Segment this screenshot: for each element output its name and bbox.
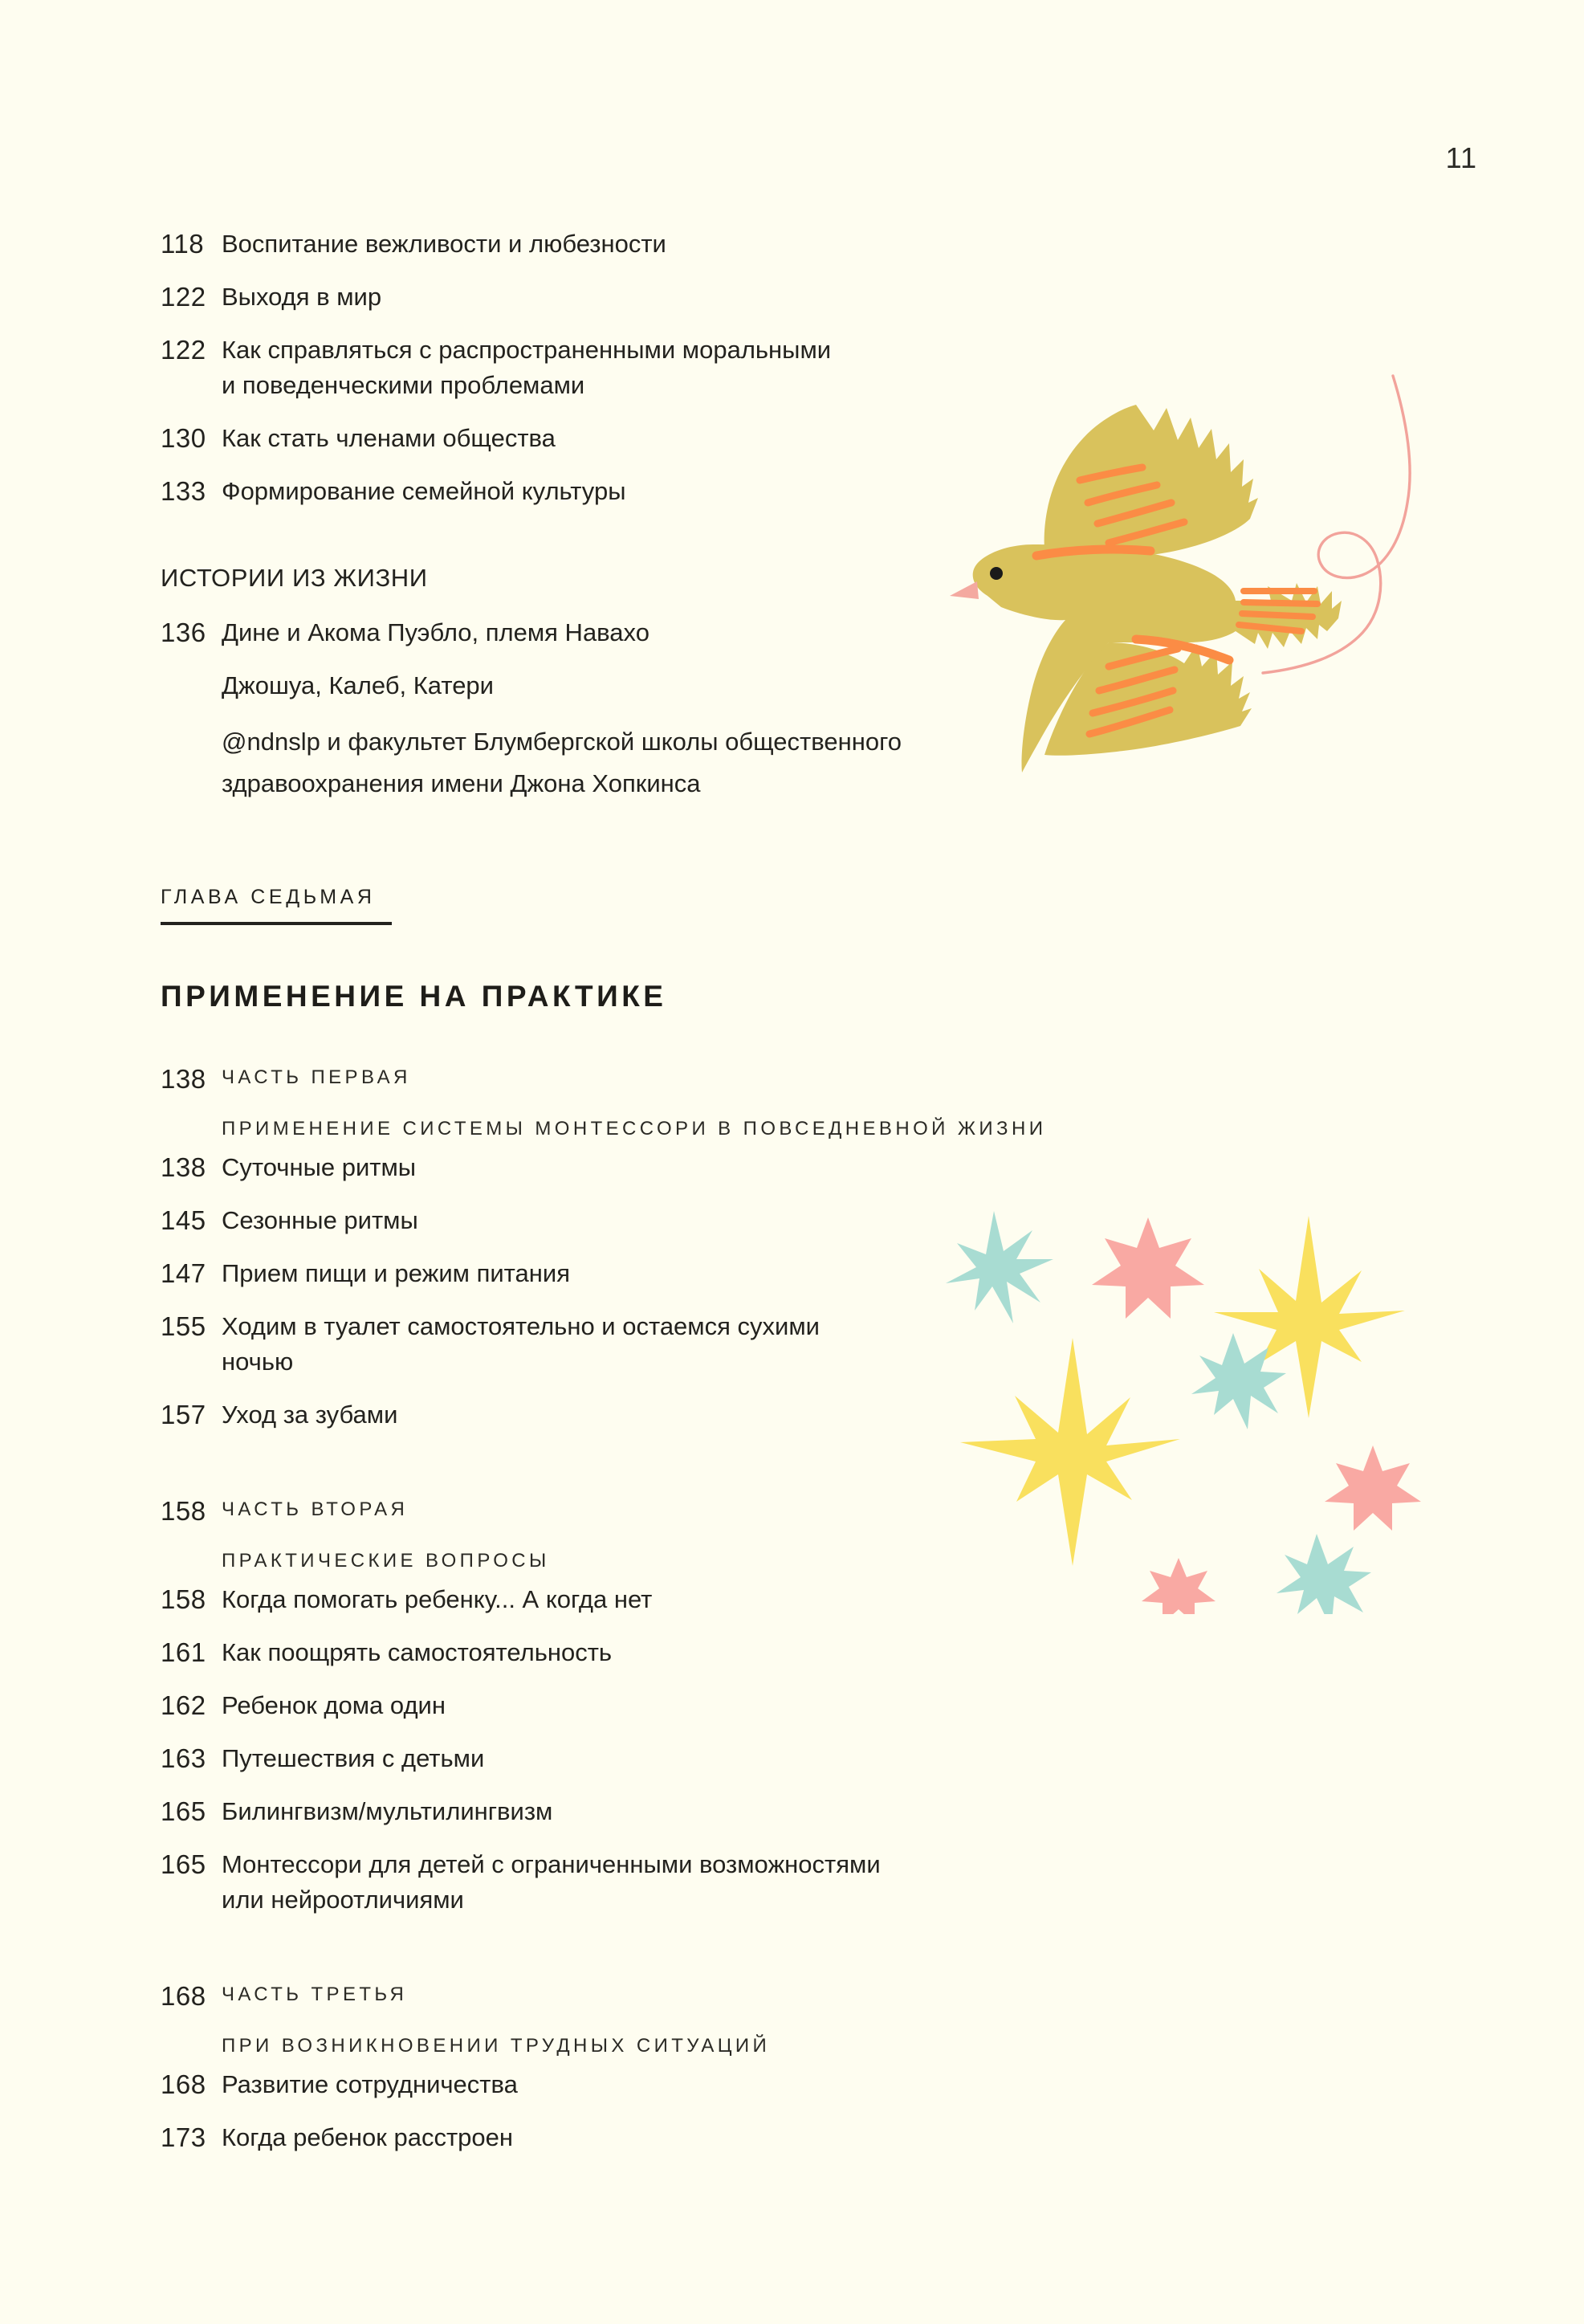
toc-entry-title: Билингвизм/мультилингвизм xyxy=(222,1797,553,1825)
toc-entry-title: Развитие сотрудничества xyxy=(222,2070,518,2098)
part-page-number: 168 xyxy=(161,1981,206,2011)
part-label: ЧАСТЬ ТРЕТЬЯ xyxy=(222,1984,408,2005)
toc-entry[interactable] xyxy=(161,1688,1164,1723)
toc-entry-title: Прием пищи и режим питания xyxy=(222,1259,570,1287)
stories-section-heading: ИСТОРИИ ИЗ ЖИЗНИ xyxy=(161,564,428,592)
toc-entry[interactable] xyxy=(161,279,1044,315)
star-pink-icon xyxy=(1325,1445,1421,1531)
toc-entry-title-line2: или нейроотличиями xyxy=(222,1886,464,1914)
toc-entry[interactable] xyxy=(161,1847,1164,1918)
toc-entry[interactable] xyxy=(161,1150,1164,1185)
star-yellow-large-icon xyxy=(1214,1216,1405,1418)
toc-entry-title-line2: ночью xyxy=(222,1348,294,1376)
toc-entry[interactable] xyxy=(161,2067,1164,2102)
toc-entry-title: Дине и Акома Пуэбло, племя Навахо xyxy=(222,618,649,646)
toc-entry-title: Как стать членами общества xyxy=(222,424,556,452)
toc-page-number: 155 xyxy=(161,1311,206,1341)
toc-page-number: 136 xyxy=(161,618,206,647)
toc-page-number: 147 xyxy=(161,1258,206,1288)
toc-entry-title xyxy=(222,1309,820,1380)
toc-entry[interactable] xyxy=(161,332,1044,403)
toc-entry[interactable] xyxy=(161,474,1044,509)
toc-section-chapter-seven xyxy=(161,1062,1164,2173)
toc-entry-title-line2: и поведенческими проблемами xyxy=(222,371,585,399)
pink-swirl-flourish xyxy=(1263,376,1410,673)
toc-page-number: 133 xyxy=(161,476,206,506)
toc-entry[interactable] xyxy=(161,1309,1164,1380)
toc-page-number: 138 xyxy=(161,1152,206,1182)
part-header xyxy=(161,1062,1164,1097)
toc-entry-title: Ребенок дома один xyxy=(222,1691,446,1719)
chapter-heading-block xyxy=(161,883,1124,1015)
part-header xyxy=(161,1979,1164,2014)
toc-page-number: 122 xyxy=(161,282,206,312)
toc-entry[interactable] xyxy=(161,1741,1164,1776)
toc-section-part-one xyxy=(161,226,1044,808)
part-page-number: 158 xyxy=(161,1496,206,1526)
toc-page-number: 161 xyxy=(161,1637,206,1667)
toc-entry-title xyxy=(222,332,831,403)
page-number: 11 xyxy=(1445,141,1477,174)
part-subtitle: ПРИ ВОЗНИКНОВЕНИИ ТРУДНЫХ СИТУАЦИЙ xyxy=(222,2035,771,2057)
star-teal-icon xyxy=(1191,1333,1286,1429)
toc-entry-title: Формирование семейной культуры xyxy=(222,477,626,505)
toc-entry[interactable] xyxy=(161,421,1044,456)
toc-page-number: 168 xyxy=(161,2069,206,2099)
star-teal-icon xyxy=(1277,1534,1371,1614)
toc-page-number: 163 xyxy=(161,1743,206,1773)
toc-entry[interactable] xyxy=(161,1256,1164,1291)
chapter-title: ПРИМЕНЕНИЕ НА ПРАКТИКЕ xyxy=(161,980,667,1013)
stories-subentry-line: Джошуа, Калеб, Катери xyxy=(222,671,494,699)
toc-entry[interactable] xyxy=(161,1203,1164,1238)
toc-entry[interactable] xyxy=(161,1582,1164,1617)
part-label: ЧАСТЬ ПЕРВАЯ xyxy=(222,1066,411,1088)
toc-entry-title: Когда ребенок расстроен xyxy=(222,2123,513,2151)
toc-page-number: 173 xyxy=(161,2122,206,2152)
toc-entry[interactable] xyxy=(161,226,1044,262)
part-subtitle: ПРИМЕНЕНИЕ СИСТЕМЫ МОНТЕССОРИ В ПОВСЕДНЕВНОЙ ЖИЗНИ xyxy=(222,1118,1047,1140)
part-header xyxy=(161,1494,1164,1529)
toc-entry[interactable] xyxy=(161,1635,1164,1670)
toc-entry-title: Когда помогать ребенку... А когда нет xyxy=(222,1585,653,1613)
toc-entry[interactable] xyxy=(161,1397,1164,1433)
toc-entry[interactable] xyxy=(161,615,1044,650)
chapter-rule-divider xyxy=(161,922,392,925)
toc-page-number: 162 xyxy=(161,1690,206,1720)
toc-page-number: 118 xyxy=(161,229,205,259)
toc-entry-title-line1: Как справляться с распространенными моральными xyxy=(222,336,832,364)
toc-entry-title: Воспитание вежливости и любезности xyxy=(222,230,666,258)
toc-entry-title xyxy=(222,1847,881,1918)
toc-entry-title-line1: Ходим в туалет самостоятельно и остаемся сухими xyxy=(222,1312,820,1340)
section-spacer xyxy=(161,1935,1164,1979)
toc-page-number: 130 xyxy=(161,423,206,453)
part-subtitle: ПРАКТИЧЕСКИЕ ВОПРОСЫ xyxy=(222,1550,550,1572)
toc-page-number: 165 xyxy=(161,1796,206,1826)
stories-subentry-line: @ndnslp и факультет Блумбергской школы общественного xyxy=(222,728,902,756)
toc-page-number: 122 xyxy=(161,335,206,365)
toc-entry-title: Уход за зубами xyxy=(222,1401,398,1429)
toc-page-number: 145 xyxy=(161,1205,206,1235)
toc-entry-title: Как поощрять самостоятельность xyxy=(222,1638,613,1666)
stories-subentry-line: здравоохранения имени Джона Хопкинса xyxy=(222,769,701,797)
toc-entry-title: Путешествия с детьми xyxy=(222,1744,485,1772)
part-label: ЧАСТЬ ВТОРАЯ xyxy=(222,1498,409,1520)
toc-entry-title: Сезонные ритмы xyxy=(222,1206,418,1234)
toc-entry-title: Суточные ритмы xyxy=(222,1153,417,1181)
toc-page-number: 158 xyxy=(161,1584,206,1614)
chapter-kicker: ГЛАВА СЕДЬМАЯ xyxy=(161,886,376,908)
part-page-number: 138 xyxy=(161,1064,206,1094)
toc-page-number: 157 xyxy=(161,1400,206,1429)
toc-entry[interactable] xyxy=(161,1794,1164,1829)
toc-page-number: 165 xyxy=(161,1849,206,1879)
toc-entry-title: Выходя в мир xyxy=(222,283,382,311)
toc-entry[interactable] xyxy=(161,2120,1164,2155)
toc-entry-title-line1: Монтессори для детей с ограниченными возможностями xyxy=(222,1850,881,1878)
section-spacer xyxy=(161,1450,1164,1494)
